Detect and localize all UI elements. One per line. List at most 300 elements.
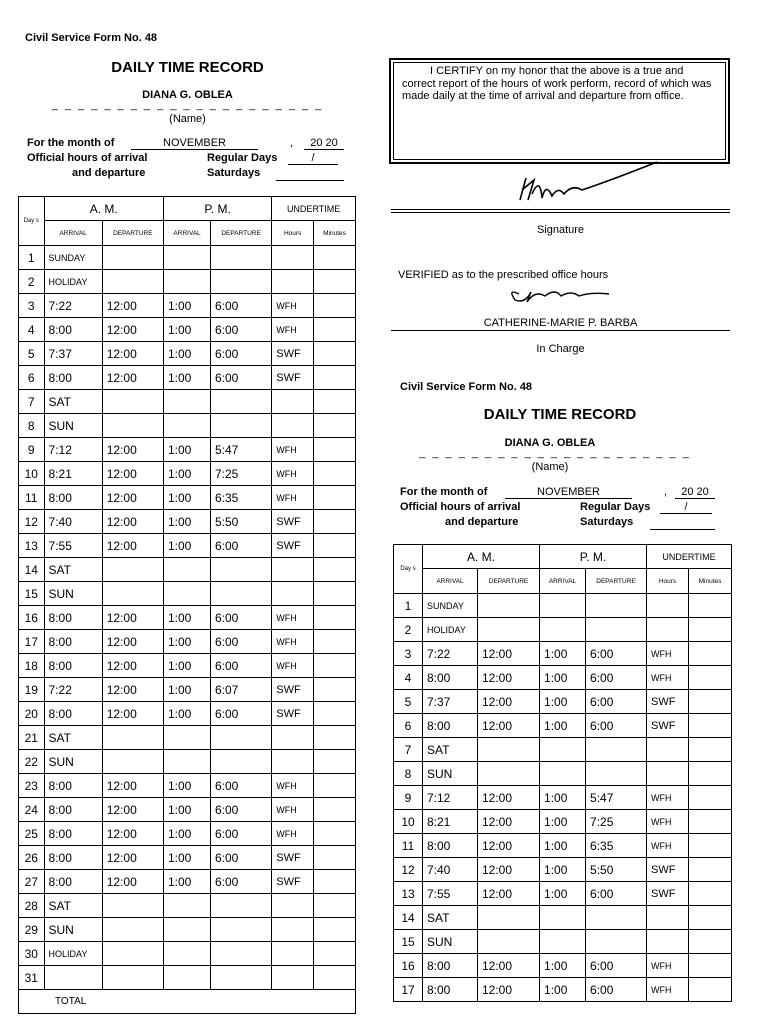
am-departure-cell: 12:00 [102,846,163,870]
regular-days-label: Regular Days [207,152,278,164]
undertime-minutes-cell [314,774,356,798]
pm-arrival-cell: 1:00 [164,366,211,390]
day-cell: 7 [394,738,423,762]
day-cell: 3 [19,294,45,318]
pm-departure-cell [210,966,271,990]
pm-arrival-cell [164,966,211,990]
am-arrival-cell: SUN [44,918,102,942]
undertime-minutes-cell [314,702,356,726]
undertime-hours-cell: SWF [647,858,689,882]
employee-name: DIANA G. OBLEA [142,89,233,101]
undertime-minutes-cell [314,678,356,702]
am-departure-cell: 12:00 [478,954,540,978]
pm-arrival-cell: 1:00 [164,534,211,558]
pm-departure-cell: 6:00 [586,954,647,978]
undertime-hours-cell: WFH [647,834,689,858]
undertime-hours-cell: SWF [272,870,314,894]
pm-departure-cell [210,558,271,582]
undertime-minutes-cell [314,390,356,414]
signature-line-top [391,209,730,210]
am-arrival-cell: 8:00 [44,318,102,342]
day-cell: 15 [394,930,423,954]
day-cell: 9 [19,438,45,462]
table-row [19,870,356,894]
undertime-hours-cell: SWF [272,510,314,534]
dtr-table-right [393,544,732,1002]
day-cell: 31 [19,966,45,990]
undertime-hours-cell: WFH [272,318,314,342]
table-row [19,558,356,582]
pm-arrival-header: ARRIVAL [164,221,211,246]
table-row [19,414,356,438]
am-arrival-cell: HOLIDAY [44,270,102,294]
am-arrival-cell: SAT [44,894,102,918]
signature-label: Signature [536,224,585,236]
pm-arrival-cell: 1:00 [164,798,211,822]
am-departure-cell: 12:00 [478,666,540,690]
form-title-copy: DAILY TIME RECORD [483,406,637,423]
am-arrival-cell: 8:00 [44,630,102,654]
am-arrival-cell: 8:00 [423,714,478,738]
pm-arrival-cell: 1:00 [164,462,211,486]
table-row [19,486,356,510]
am-arrival-cell: 8:00 [44,822,102,846]
am-arrival-cell: 8:00 [423,834,478,858]
table-row [19,654,356,678]
day-cell: 24 [19,798,45,822]
am-departure-cell [102,582,163,606]
undertime-hours-cell: WFH [272,798,314,822]
pm-arrival-cell: 1:00 [540,666,586,690]
pm-departure-cell [586,930,647,954]
table-row [19,438,356,462]
pm-arrival-cell: 1:00 [164,678,211,702]
table-row [19,918,356,942]
pm-arrival-cell: 1:00 [164,318,211,342]
day-cell: 11 [19,486,45,510]
days-header: Day s [19,197,45,246]
pm-departure-cell: 7:25 [586,810,647,834]
undertime-hours-cell: SWF [272,702,314,726]
signature-line-bottom [391,212,730,213]
undertime-hours-cell [272,918,314,942]
undertime-minutes-cell [314,486,356,510]
table-row [19,462,356,486]
undertime-minutes-cell [689,954,732,978]
am-arrival-cell: 8:21 [423,810,478,834]
pm-arrival-cell [164,918,211,942]
undertime-minutes-cell [314,294,356,318]
am-departure-cell [102,414,163,438]
am-arrival-cell: SUNDAY [423,594,478,618]
am-departure-cell: 12:00 [478,690,540,714]
name-underline: _ _ _ _ _ _ _ _ _ _ _ _ _ _ _ _ _ _ _ _ _ [51,99,324,111]
pm-arrival-cell [164,942,211,966]
undertime-minutes-cell [689,642,732,666]
undertime-header-copy: UNDERTIME [647,545,732,569]
pm-departure-cell [210,918,271,942]
am-arrival-cell: 7:37 [44,342,102,366]
am-arrival-cell: 8:21 [44,462,102,486]
undertime-minutes-cell [314,414,356,438]
am-departure-cell: 12:00 [102,870,163,894]
am-departure-cell: 12:00 [102,318,163,342]
am-arrival-cell: 7:22 [423,642,478,666]
pm-arrival-cell: 1:00 [540,978,586,1002]
undertime-hours-cell [647,762,689,786]
am-arrival-cell [44,966,102,990]
undertime-hours-cell: SWF [647,714,689,738]
pm-arrival-cell: 1:00 [164,822,211,846]
in-charge-signature [505,282,615,306]
am-departure-cell: 12:00 [102,510,163,534]
day-cell: 10 [19,462,45,486]
undertime-minutes-cell [314,558,356,582]
am-arrival-cell: 8:00 [44,798,102,822]
hours-header-copy: Hours [647,569,689,594]
undertime-minutes-cell [689,810,732,834]
table-row [394,642,732,666]
undertime-header: UNDERTIME [272,197,356,221]
pm-arrival-cell [164,414,211,438]
pm-departure-cell [210,726,271,750]
am-arrival-cell: 7:22 [44,678,102,702]
day-cell: 27 [19,870,45,894]
pm-arrival-cell [164,558,211,582]
year-value-copy: 20 20 [675,486,715,499]
table-row [394,978,732,1002]
undertime-hours-cell: WFH [647,978,689,1002]
hours-header: Hours [272,221,314,246]
pm-arrival-cell: 1:00 [164,510,211,534]
day-cell: 10 [394,810,423,834]
pm-arrival-cell [164,750,211,774]
year-comma-copy: , [664,486,668,498]
table-row [394,834,732,858]
pm-departure-cell: 6:00 [586,690,647,714]
day-cell: 17 [19,630,45,654]
pm-departure-cell: 6:00 [210,870,271,894]
pm-departure-cell: 7:25 [210,462,271,486]
table-row [19,702,356,726]
pm-arrival-cell [164,270,211,294]
pm-departure-cell: 6:00 [210,606,271,630]
day-cell: 8 [394,762,423,786]
pm-arrival-cell: 1:00 [164,702,211,726]
minutes-header-copy: Minutes [689,569,732,594]
am-arrival-cell: 8:00 [44,846,102,870]
table-row [19,846,356,870]
table-row [19,366,356,390]
pm-arrival-cell [540,930,586,954]
pm-departure-cell [586,762,647,786]
dtr-table-left [18,196,356,1014]
pm-arrival-cell: 1:00 [164,846,211,870]
table-row [19,294,356,318]
pm-departure-header-copy: DEPARTURE [586,569,647,594]
table-row [394,714,732,738]
table-row [19,822,356,846]
table-row [394,690,732,714]
pm-arrival-cell: 1:00 [540,858,586,882]
am-departure-cell [478,930,540,954]
am-arrival-cell: 8:00 [44,486,102,510]
table-row [19,798,356,822]
am-departure-cell [102,918,163,942]
undertime-hours-cell: WFH [647,786,689,810]
am-departure-cell [102,558,163,582]
pm-header-copy: P. M. [540,545,647,569]
pm-arrival-cell: 1:00 [540,690,586,714]
am-departure-cell: 12:00 [102,462,163,486]
undertime-hours-cell [647,738,689,762]
am-departure-cell [478,738,540,762]
day-cell: 5 [19,342,45,366]
am-departure-cell: 12:00 [102,654,163,678]
undertime-minutes-cell [689,594,732,618]
undertime-minutes-cell [314,534,356,558]
days-header-copy: Day s [394,545,423,594]
am-departure-cell: 12:00 [102,366,163,390]
undertime-hours-cell: SWF [647,882,689,906]
undertime-hours-cell: WFH [272,438,314,462]
undertime-minutes-cell [689,858,732,882]
form-number: Civil Service Form No. 48 [25,32,158,44]
am-departure-cell: 12:00 [478,858,540,882]
pm-arrival-header-copy: ARRIVAL [540,569,586,594]
am-arrival-cell: 8:00 [44,606,102,630]
undertime-hours-cell [272,390,314,414]
year-value: 20 20 [304,137,344,150]
undertime-minutes-cell [314,462,356,486]
am-departure-cell: 12:00 [102,774,163,798]
undertime-hours-cell: SWF [272,678,314,702]
am-arrival-cell: SAT [44,558,102,582]
table-row [19,318,356,342]
day-cell: 16 [19,606,45,630]
am-arrival-cell: 7:12 [423,786,478,810]
table-row [19,342,356,366]
am-arrival-cell: 8:00 [44,870,102,894]
day-cell: 12 [394,858,423,882]
in-charge-line [391,330,730,331]
undertime-hours-cell [647,930,689,954]
am-departure-cell: 12:00 [478,642,540,666]
undertime-minutes-cell [314,606,356,630]
undertime-hours-cell [272,246,314,270]
undertime-minutes-cell [314,582,356,606]
pm-departure-cell: 6:00 [586,978,647,1002]
am-arrival-cell: 7:22 [44,294,102,318]
am-arrival-cell: 7:12 [44,438,102,462]
employee-name-copy: DIANA G. OBLEA [504,437,596,449]
undertime-hours-cell: WFH [272,462,314,486]
table-row [394,786,732,810]
pm-departure-cell: 6:00 [586,882,647,906]
am-arrival-cell: SAT [423,906,478,930]
am-arrival-cell: SAT [423,738,478,762]
undertime-minutes-cell [689,906,732,930]
am-arrival-cell: SUN [44,582,102,606]
undertime-minutes-cell [314,918,356,942]
pm-arrival-cell: 1:00 [540,834,586,858]
pm-departure-cell [210,246,271,270]
pm-departure-cell: 5:47 [210,438,271,462]
regular-days-value-copy: / [660,501,712,514]
undertime-hours-cell [272,726,314,750]
am-departure-cell: 12:00 [102,822,163,846]
undertime-hours-cell: WFH [647,810,689,834]
am-arrival-cell: 8:00 [44,702,102,726]
day-cell: 30 [19,942,45,966]
pm-departure-cell: 6:00 [210,366,271,390]
am-departure-cell: 12:00 [102,606,163,630]
pm-departure-cell [210,750,271,774]
pm-arrival-cell: 1:00 [164,438,211,462]
minutes-header: Minutes [314,221,356,246]
undertime-hours-cell [272,750,314,774]
saturdays-label: Saturdays [207,167,261,179]
day-cell: 29 [19,918,45,942]
am-departure-cell: 12:00 [102,486,163,510]
pm-departure-cell: 6:00 [210,654,271,678]
pm-departure-header: DEPARTURE [210,221,271,246]
undertime-hours-cell: WFH [272,294,314,318]
day-cell: 15 [19,582,45,606]
undertime-hours-cell: WFH [272,654,314,678]
am-departure-cell [102,726,163,750]
pm-arrival-cell [164,582,211,606]
total-label: TOTAL [19,990,356,1014]
pm-departure-cell [210,942,271,966]
table-row [19,966,356,990]
day-cell: 6 [394,714,423,738]
undertime-minutes-cell [314,630,356,654]
pm-departure-cell: 6:00 [210,702,271,726]
table-row [19,582,356,606]
undertime-hours-cell [272,966,314,990]
undertime-hours-cell [272,270,314,294]
undertime-minutes-cell [689,786,732,810]
undertime-hours-cell [647,594,689,618]
undertime-hours-cell: SWF [272,342,314,366]
undertime-hours-cell [647,618,689,642]
table-row [19,606,356,630]
official-hours-label-copy: Official hours of arrival [400,501,521,513]
am-departure-cell: 12:00 [102,294,163,318]
am-departure-cell [478,594,540,618]
table-row [19,750,356,774]
am-arrival-cell: 8:00 [44,654,102,678]
day-cell: 20 [19,702,45,726]
pm-arrival-cell: 1:00 [164,774,211,798]
pm-departure-cell: 6:07 [210,678,271,702]
am-departure-cell: 12:00 [102,342,163,366]
am-arrival-cell: 7:55 [44,534,102,558]
table-row [394,618,732,642]
table-row [394,930,732,954]
table-row [19,270,356,294]
undertime-hours-cell [272,894,314,918]
am-departure-cell [102,966,163,990]
pm-arrival-cell [164,726,211,750]
pm-departure-cell: 6:00 [210,318,271,342]
am-departure-cell: 12:00 [102,678,163,702]
undertime-minutes-cell [314,870,356,894]
employee-signature [512,160,662,208]
day-cell: 23 [19,774,45,798]
am-arrival-cell: SUN [423,930,478,954]
day-cell: 12 [19,510,45,534]
arrival-departure-label: and departure [72,167,146,179]
day-cell: 1 [19,246,45,270]
undertime-minutes-cell [314,822,356,846]
am-arrival-cell: 8:00 [44,774,102,798]
day-cell: 26 [19,846,45,870]
undertime-minutes-cell [314,726,356,750]
day-cell: 13 [394,882,423,906]
undertime-hours-cell: WFH [647,954,689,978]
undertime-minutes-cell [314,366,356,390]
day-cell: 5 [394,690,423,714]
pm-arrival-cell: 1:00 [540,882,586,906]
am-arrival-cell: SUN [44,414,102,438]
pm-arrival-cell: 1:00 [540,714,586,738]
pm-departure-cell: 6:00 [210,822,271,846]
undertime-minutes-cell [314,942,356,966]
undertime-hours-cell: WFH [272,630,314,654]
pm-arrival-cell [540,762,586,786]
day-cell: 25 [19,822,45,846]
pm-arrival-cell: 1:00 [540,786,586,810]
am-departure-cell [102,270,163,294]
am-header-copy: A. M. [423,545,540,569]
day-cell: 18 [19,654,45,678]
pm-departure-cell [586,738,647,762]
undertime-hours-cell: SWF [272,366,314,390]
pm-arrival-cell [164,894,211,918]
undertime-hours-cell: SWF [272,534,314,558]
am-departure-cell: 12:00 [478,834,540,858]
undertime-minutes-cell [314,654,356,678]
saturdays-value [276,167,344,181]
day-cell: 28 [19,894,45,918]
pm-departure-cell [586,594,647,618]
am-departure-cell [102,942,163,966]
am-departure-cell: 12:00 [102,702,163,726]
pm-departure-cell: 6:00 [586,642,647,666]
saturdays-value-copy [650,516,715,530]
pm-departure-cell: 6:00 [210,846,271,870]
table-row [394,906,732,930]
table-row [19,510,356,534]
am-departure-header: DEPARTURE [102,221,163,246]
pm-arrival-cell [540,594,586,618]
am-departure-cell: 12:00 [102,630,163,654]
official-hours-label: Official hours of arrival [27,152,148,164]
pm-header: P. M. [164,197,272,221]
name-caption-copy: (Name) [531,461,569,473]
in-charge-name: CATHERINE-MARIE P. BARBA [483,317,638,329]
am-arrival-cell: 7:40 [423,858,478,882]
am-arrival-cell: 8:00 [423,666,478,690]
pm-arrival-cell: 1:00 [540,954,586,978]
undertime-hours-cell: WFH [272,822,314,846]
undertime-minutes-cell [689,738,732,762]
pm-arrival-cell [164,390,211,414]
undertime-hours-cell: SWF [272,846,314,870]
am-departure-cell [102,894,163,918]
